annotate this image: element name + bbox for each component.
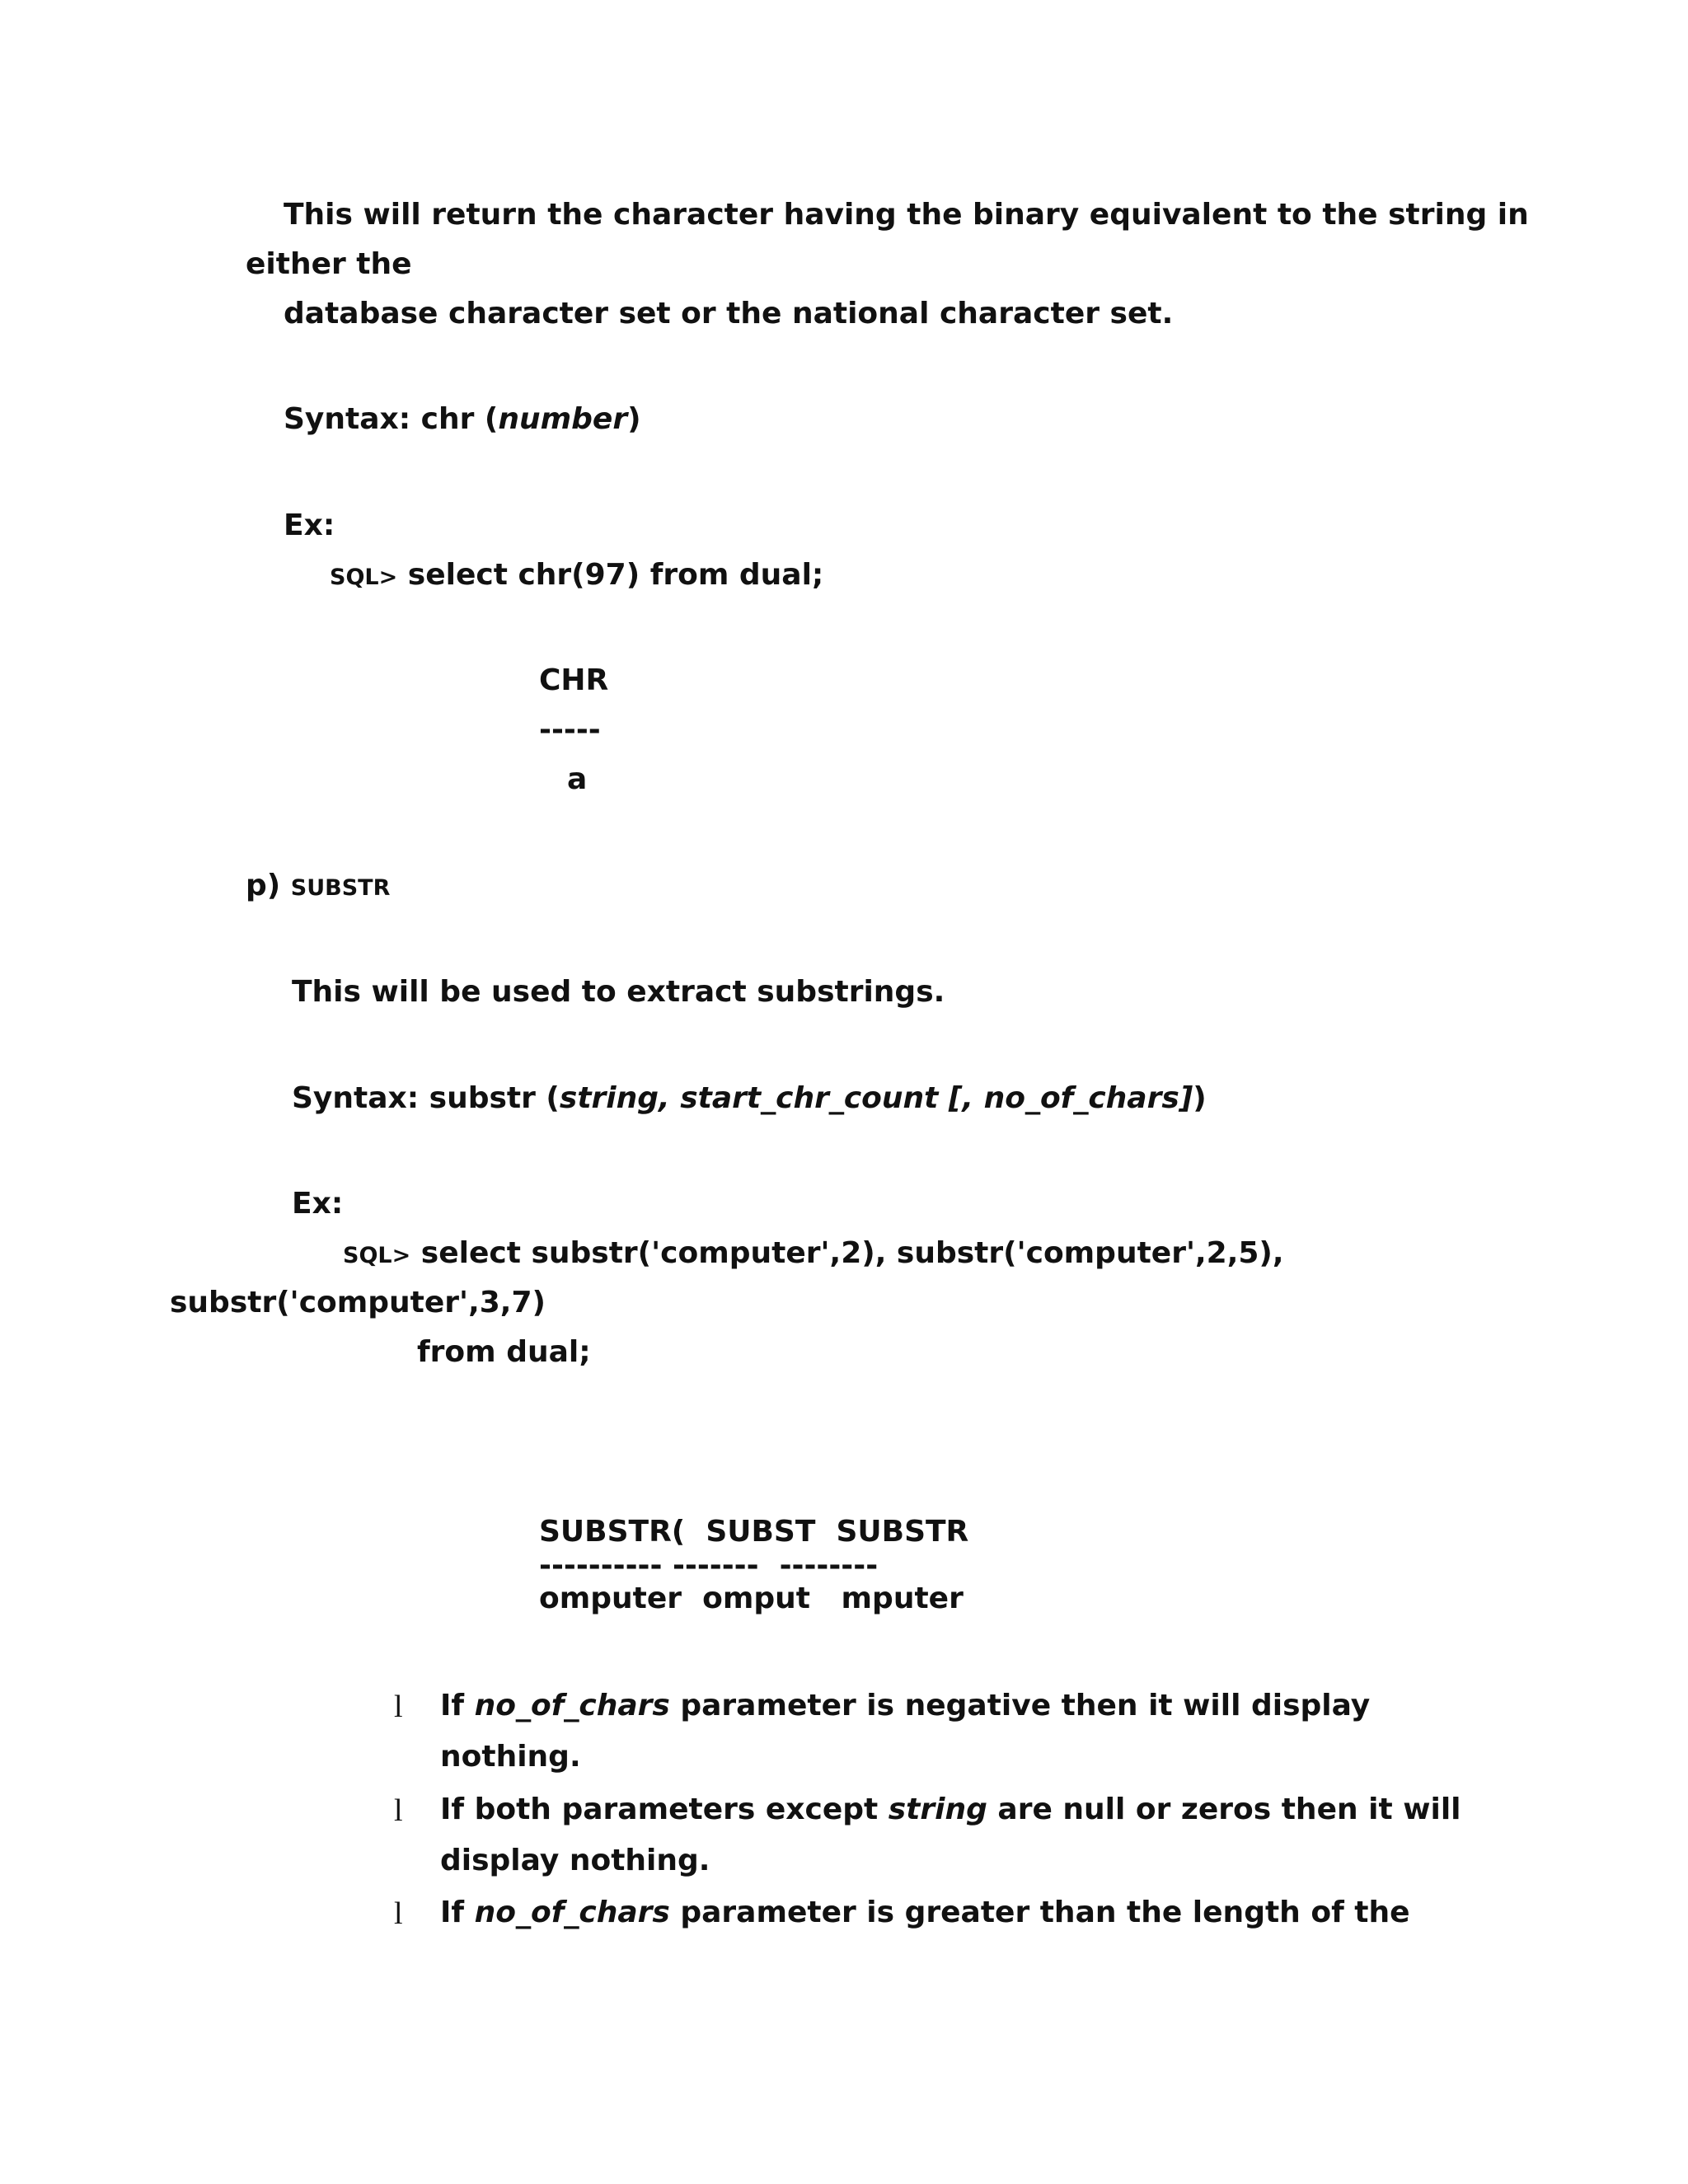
substr-sql-query-1: select substr('computer',2), substr('computer',2,5),	[410, 1236, 1284, 1270]
substr-result-header: SUBSTR( SUBST SUBSTR	[539, 1515, 969, 1549]
substr-result-values: omputer omput mputer	[539, 1582, 964, 1615]
bullet-icon: l	[394, 1690, 403, 1724]
note-2-param: string	[888, 1793, 987, 1826]
note-3-suffix: parameter is greater than the length of the	[669, 1896, 1410, 1929]
note-2-line-1	[440, 1795, 1461, 1825]
chr-syntax-close: )	[627, 402, 641, 436]
chr-description-line-2: either the	[246, 247, 412, 281]
note-1-line-2: nothing.	[440, 1740, 581, 1774]
chr-description-line-3: database character set or the national character set.	[284, 297, 1174, 330]
note-1-suffix: parameter is negative then it will display	[669, 1689, 1371, 1722]
substr-syntax-label: Syntax: substr (	[292, 1081, 560, 1115]
chr-result-divider: -----	[539, 713, 601, 747]
note-2-prefix: If both parameters except	[440, 1793, 889, 1826]
note-1-line-1	[440, 1691, 1370, 1721]
note-2-suffix: are null or zeros then it will	[987, 1793, 1461, 1826]
chr-syntax-label: Syntax: chr (	[284, 402, 499, 436]
substr-syntax-params: string, start_chr_count [, no_of_chars]	[559, 1081, 1193, 1115]
chr-syntax	[284, 402, 641, 436]
substr-result-divider: ---------- ------- --------	[539, 1549, 879, 1582]
substr-heading	[246, 871, 390, 901]
chr-syntax-param: number	[498, 402, 628, 436]
substr-description: This will be used to extract substrings.	[292, 975, 945, 1009]
bullet-icon: l	[394, 1896, 403, 1931]
note-1-prefix: If	[440, 1689, 475, 1722]
substr-sql-line-3: from dual;	[417, 1335, 591, 1369]
note-3-line-1	[440, 1898, 1410, 1928]
chr-sql-line	[330, 560, 823, 590]
chr-sql-query: select chr(97) from dual;	[397, 558, 824, 592]
note-3-prefix: If	[440, 1896, 475, 1929]
substr-syntax-close: )	[1193, 1081, 1207, 1115]
note-2-line-2: display nothing.	[440, 1844, 710, 1877]
substr-example-label: Ex:	[292, 1187, 344, 1221]
chr-sql-prompt: SQL>	[330, 565, 398, 590]
chr-result-value: a	[567, 762, 588, 796]
note-3-param: no_of_chars	[474, 1896, 670, 1929]
substr-sql-line-2: substr('computer',3,7)	[170, 1286, 546, 1319]
chr-description-line-1: This will return the character having the binary equivalent to the string in	[284, 198, 1529, 232]
note-1-param: no_of_chars	[474, 1689, 670, 1722]
bullet-icon: l	[394, 1793, 403, 1828]
substr-sql-line-1	[343, 1236, 1284, 1270]
substr-heading-letter: p)	[246, 869, 281, 902]
chr-result-header: CHR	[539, 663, 609, 697]
substr-syntax	[292, 1081, 1207, 1115]
substr-sql-prompt: SQL>	[343, 1243, 411, 1268]
chr-example-label: Ex:	[284, 509, 335, 542]
substr-heading-name: SUBSTR	[290, 875, 391, 901]
